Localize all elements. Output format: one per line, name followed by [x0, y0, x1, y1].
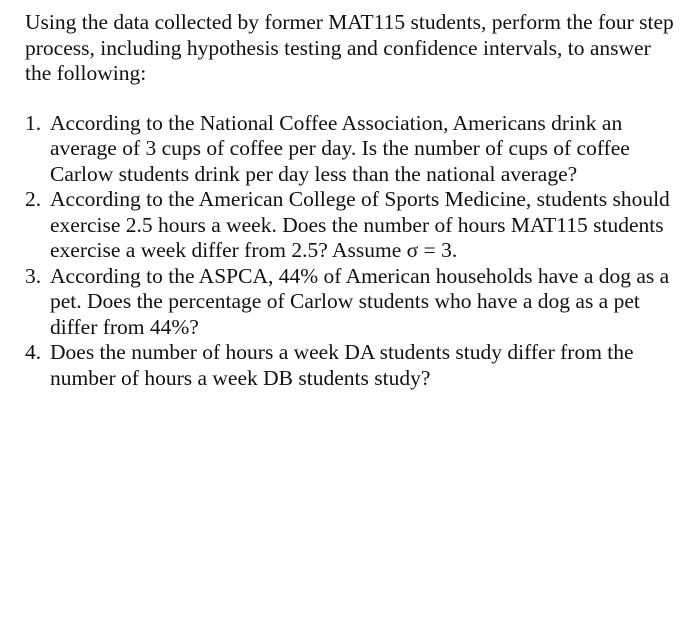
question-number: 3.	[25, 263, 42, 288]
question-item-1	[25, 111, 675, 188]
document	[25, 10, 675, 391]
question-item-4	[25, 340, 675, 391]
intro-paragraph: Using the data collected by former MAT115 students, perform the four step process, including hypothesis testing and confidence intervals, to answer the following:	[25, 10, 674, 85]
question-number: 2.	[25, 187, 42, 211]
question-text: According to the American College of Sports Medicine, students should exercise 2.5 hours a week. Does the number of hours MAT115 students exercise a week differ from 2.5? Assume σ = 3.	[50, 187, 670, 262]
question-text: Does the number of hours a week DA students study differ from the number of hours a week DB students study?	[50, 340, 634, 390]
question-item-3	[25, 264, 675, 341]
question-text: According to the ASPCA, 44% of American households have a dog as a pet. Does the percentage of Carlow students who have a dog as a pet differ from 44%?	[50, 263, 670, 339]
question-number: 1.	[25, 110, 42, 135]
question-text: According to the National Coffee Association, Americans drink an average of 3 cups of coffee per day. Is the number of cups of coffee Carlow students drink per day less than the national average?	[50, 110, 630, 186]
question-item-2	[25, 187, 675, 264]
question-number: 4.	[25, 340, 42, 364]
question-list	[25, 111, 675, 392]
